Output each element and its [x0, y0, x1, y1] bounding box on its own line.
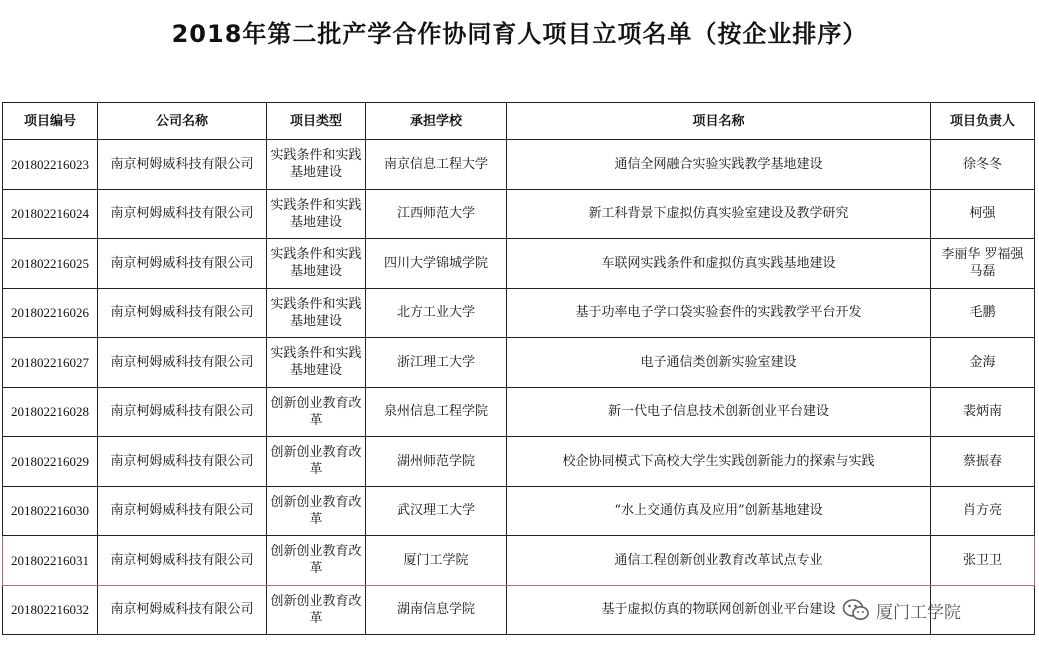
cell-project-code: 201802216031	[3, 536, 98, 586]
cell-project-leader: 金海	[931, 338, 1035, 388]
header-project-code: 项目编号	[3, 103, 98, 140]
cell-company-name: 南京柯姆威科技有限公司	[98, 288, 267, 338]
cell-project-type: 创新创业教育改革	[267, 437, 366, 487]
cell-company-name: 南京柯姆威科技有限公司	[98, 239, 267, 289]
table-row	[3, 288, 1035, 338]
cell-project-code: 201802216025	[3, 239, 98, 289]
table-row	[3, 437, 1035, 487]
cell-school: 四川大学锦城学院	[366, 239, 507, 289]
cell-company-name: 南京柯姆威科技有限公司	[98, 189, 267, 239]
cell-school: 湖州师范学院	[366, 437, 507, 487]
cell-project-code: 201802216026	[3, 288, 98, 338]
table-row	[3, 338, 1035, 388]
cell-company-name: 南京柯姆威科技有限公司	[98, 387, 267, 437]
cell-school: 泉州信息工程学院	[366, 387, 507, 437]
cell-school: 浙江理工大学	[366, 338, 507, 388]
header-project-leader: 项目负责人	[931, 103, 1035, 140]
cell-project-leader	[931, 585, 1035, 635]
table-row	[3, 387, 1035, 437]
cell-project-code: 201802216032	[3, 585, 98, 635]
table-row	[3, 585, 1035, 635]
cell-school: 北方工业大学	[366, 288, 507, 338]
header-project-name: 项目名称	[507, 103, 931, 140]
cell-company-name: 南京柯姆威科技有限公司	[98, 486, 267, 536]
cell-project-type: 创新创业教育改革	[267, 585, 366, 635]
cell-school: 湖南信息学院	[366, 585, 507, 635]
cell-project-type: 实践条件和实践基地建设	[267, 140, 366, 190]
cell-company-name: 南京柯姆威科技有限公司	[98, 437, 267, 487]
cell-project-name: 通信工程创新创业教育改革试点专业	[507, 536, 931, 586]
cell-project-leader: 肖方亮	[931, 486, 1035, 536]
cell-project-leader: 张卫卫	[931, 536, 1035, 586]
cell-project-name: 新一代电子信息技术创新创业平台建设	[507, 387, 931, 437]
cell-project-name: 车联网实践条件和虚拟仿真实践基地建设	[507, 239, 931, 289]
cell-school: 江西师范大学	[366, 189, 507, 239]
cell-project-type: 创新创业教育改革	[267, 387, 366, 437]
cell-project-name: 基于虚拟仿真的物联网创新创业平台建设	[507, 585, 931, 635]
cell-project-name: 基于功率电子学口袋实验套件的实践教学平台开发	[507, 288, 931, 338]
cell-project-name: “水上交通仿真及应用”创新基地建设	[507, 486, 931, 536]
cell-school: 武汉理工大学	[366, 486, 507, 536]
cell-project-type: 创新创业教育改革	[267, 536, 366, 586]
cell-project-code: 201802216028	[3, 387, 98, 437]
header-school: 承担学校	[366, 103, 507, 140]
cell-project-code: 201802216024	[3, 189, 98, 239]
cell-project-type: 实践条件和实践基地建设	[267, 288, 366, 338]
cell-project-code: 201802216030	[3, 486, 98, 536]
cell-project-name: 校企协同模式下高校大学生实践创新能力的探索与实践	[507, 437, 931, 487]
table-row	[3, 189, 1035, 239]
cell-school: 南京信息工程大学	[366, 140, 507, 190]
table-row	[3, 239, 1035, 289]
cell-project-leader: 裴炳南	[931, 387, 1035, 437]
cell-project-leader: 蔡振春	[931, 437, 1035, 487]
table-row	[3, 486, 1035, 536]
header-company-name: 公司名称	[98, 103, 267, 140]
table-row-highlighted	[3, 536, 1035, 586]
cell-company-name: 南京柯姆威科技有限公司	[98, 338, 267, 388]
cell-project-code: 201802216027	[3, 338, 98, 388]
cell-project-leader: 李丽华 罗福强 马磊	[931, 239, 1035, 289]
cell-project-code: 201802216023	[3, 140, 98, 190]
cell-school: 厦门工学院	[366, 536, 507, 586]
cell-project-name: 通信全网融合实验实践教学基地建设	[507, 140, 931, 190]
cell-project-leader: 徐冬冬	[931, 140, 1035, 190]
document-title: 2018年第二批产学合作协同育人项目立项名单（按企业排序）	[171, 20, 868, 48]
cell-company-name: 南京柯姆威科技有限公司	[98, 140, 267, 190]
cell-project-name: 电子通信类创新实验室建设	[507, 338, 931, 388]
cell-project-type: 实践条件和实践基地建设	[267, 239, 366, 289]
cell-company-name: 南京柯姆威科技有限公司	[98, 585, 267, 635]
watermark-text: 厦门工学院	[876, 602, 961, 623]
header-project-type: 项目类型	[267, 103, 366, 140]
cell-project-type: 实践条件和实践基地建设	[267, 189, 366, 239]
project-table	[2, 102, 1035, 635]
cell-project-leader: 柯强	[931, 189, 1035, 239]
cell-project-type: 实践条件和实践基地建设	[267, 338, 366, 388]
cell-company-name: 南京柯姆威科技有限公司	[98, 536, 267, 586]
cell-project-leader: 毛鹏	[931, 288, 1035, 338]
cell-project-code: 201802216029	[3, 437, 98, 487]
cell-project-name: 新工科背景下虚拟仿真实验室建设及教学研究	[507, 189, 931, 239]
cell-project-type: 创新创业教育改革	[267, 486, 366, 536]
table-header-row	[3, 103, 1035, 140]
table-row	[3, 140, 1035, 190]
